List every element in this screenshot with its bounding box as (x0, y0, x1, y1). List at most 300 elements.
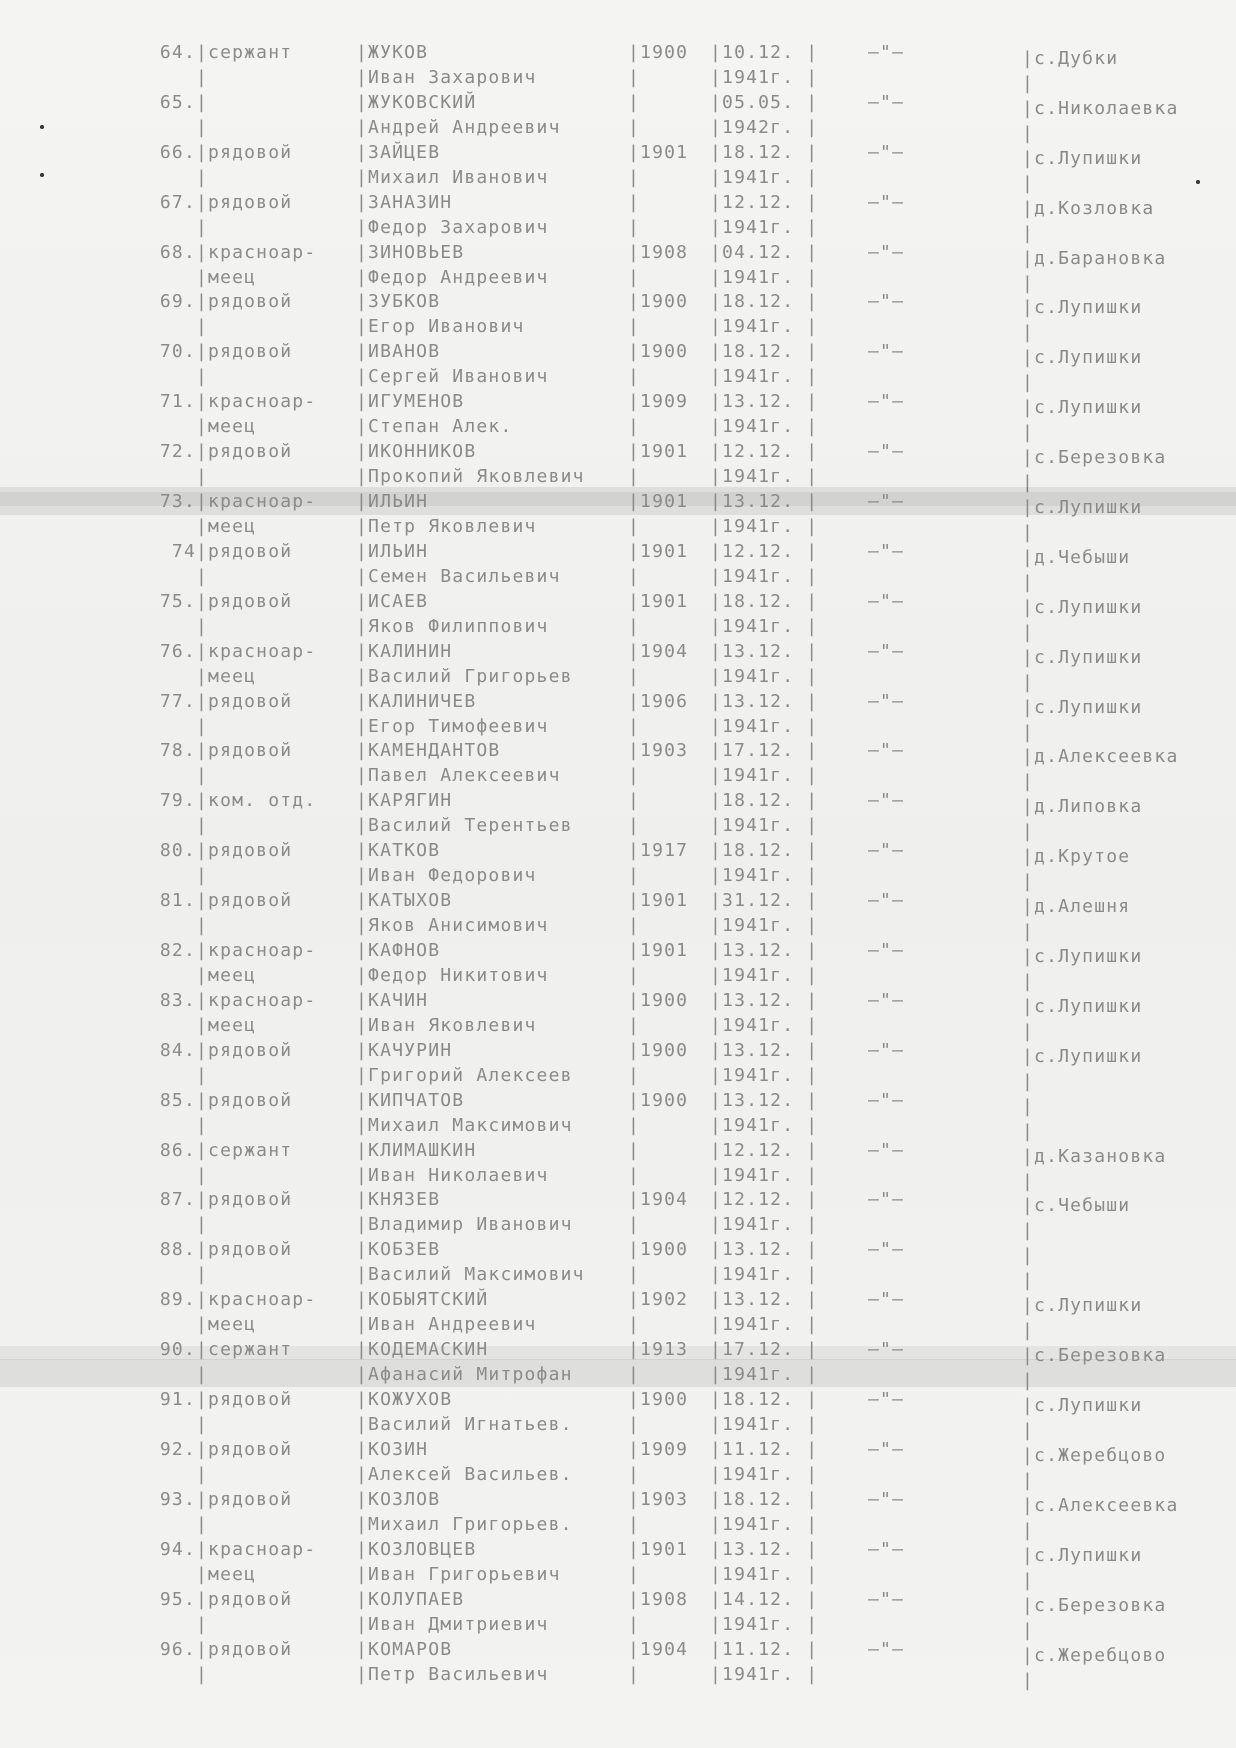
record-ditto-mark: –"– (868, 441, 905, 463)
record-number: 88. (159, 1239, 196, 1261)
record-birth-year: |1904 (628, 640, 689, 662)
record-death-date: |12.12. | (710, 1139, 819, 1161)
record-burial-place: |с.Лупишки (1022, 646, 1143, 668)
record-place-cont: | (1022, 1469, 1035, 1491)
record-year-cell: | (628, 865, 641, 887)
record-burial-place: |с.Березовка (1022, 447, 1167, 469)
record-given-names: |Федор Захарович (356, 216, 549, 238)
record-place-cont: | (1022, 122, 1035, 144)
record-birth-year: |1901 (628, 491, 689, 513)
record-death-date: |11.12. | (710, 1438, 819, 1460)
record-given-names: |Иван Андреевич (356, 1314, 537, 1336)
record-burial-place: |с.Лупишки (1022, 995, 1143, 1017)
record-ditto-mark: –"– (868, 1089, 905, 1111)
record-rank: |рядовой (196, 1638, 293, 1660)
record-number: 67. (159, 191, 196, 213)
record-ditto-mark: –"– (868, 940, 905, 962)
record-ditto-mark: –"– (868, 740, 905, 762)
record-rank: |рядовой (196, 191, 293, 213)
record-surname: |ЖУКОВСКИЙ (356, 91, 477, 113)
record-given-names: |Иван Григорьевич (356, 1563, 561, 1585)
record-death-date: |13.12. | (710, 1289, 819, 1311)
record-death-date: |12.12. | (710, 1189, 819, 1211)
record-rank: |рядовой (196, 291, 293, 313)
record-number: 94. (159, 1538, 196, 1560)
record-ditto-mark: –"– (868, 1588, 905, 1610)
record-given-names: |Федор Андреевич (356, 266, 549, 288)
record-death-year: |1941г. | (710, 1563, 819, 1585)
record-year-cell: | (628, 67, 641, 88)
record-given-names: |Михаил Иванович (356, 166, 549, 188)
record-number: 89. (159, 1289, 196, 1311)
record-death-year: |1941г. | (710, 1064, 819, 1086)
record-place-cont: | (1022, 821, 1035, 843)
record-surname: |КОЖУХОВ (356, 1389, 453, 1411)
record-rank-cont: | (196, 565, 209, 587)
list-record (0, 738, 1236, 793)
record-year-cell: | (628, 1014, 641, 1036)
record-number: 78. (159, 740, 196, 762)
record-year-cell: | (628, 1463, 641, 1485)
record-death-year: |1941г. | (710, 715, 819, 737)
record-surname: |ЗИНОВЬЕВ (356, 241, 465, 263)
record-death-year: |1941г. | (710, 1164, 819, 1186)
record-surname: |КОДЕМАСКИН (356, 1339, 489, 1361)
list-record (0, 938, 1236, 993)
record-burial-place: |с.Лупишки (1022, 946, 1143, 968)
record-given-names: |Степан Алек. (356, 416, 513, 438)
record-rank-cont: | (196, 915, 209, 937)
record-death-date: |12.12. | (710, 441, 819, 463)
record-burial-place: |с.Лупишки (1022, 1045, 1143, 1067)
record-death-year: |1941г. | (710, 915, 819, 937)
record-rank: |рядовой (196, 590, 293, 612)
record-year-cell: | (628, 965, 641, 987)
record-given-names: |Василий Игнатьев. (356, 1414, 573, 1436)
list-record (0, 1138, 1236, 1192)
record-number: 77. (159, 690, 196, 712)
record-number: 83. (159, 989, 196, 1011)
record-rank-cont: | (196, 166, 209, 188)
record-ditto-mark: –"– (868, 1339, 905, 1361)
record-number: 70. (159, 341, 196, 363)
record-place-cont: | (1022, 1020, 1035, 1042)
record-rank: |красноар- (196, 491, 317, 513)
record-rank-cont: | (196, 1214, 209, 1236)
record-place-cont: | (1022, 522, 1035, 544)
list-record (0, 1187, 1236, 1242)
record-surname: |КОБЫЯТСКИЙ (356, 1289, 489, 1311)
record-rank: |рядовой (196, 441, 293, 463)
record-rank: |рядовой (196, 1438, 293, 1460)
record-surname: |КАФНОВ (356, 940, 441, 962)
record-rank: |рядовой (196, 1239, 293, 1261)
record-burial-place: |д.Липовка (1022, 796, 1143, 818)
record-place-cont: | (1022, 1569, 1035, 1591)
record-given-names: |Иван Николаевич (356, 1164, 549, 1186)
record-death-date: |18.12. | (710, 141, 819, 163)
record-death-date: |10.12. | (710, 42, 819, 63)
record-burial-place: |с.Лупишки (1022, 297, 1143, 319)
record-rank-cont: |меец (196, 1014, 257, 1036)
record-birth-year: |1909 (628, 1438, 689, 1460)
record-ditto-mark: –"– (868, 42, 905, 63)
record-place-cont: | (1022, 1519, 1035, 1541)
record-death-date: |14.12. | (710, 1588, 819, 1610)
record-place-cont: | (1022, 771, 1035, 793)
record-burial-place: |с.Николаевка (1022, 97, 1179, 119)
record-rank-cont: | (196, 1114, 209, 1136)
record-death-year: |1942г. | (710, 116, 819, 138)
list-record (0, 1537, 1236, 1591)
record-birth-year: |1902 (628, 1289, 689, 1311)
record-place-cont: | (1022, 1170, 1035, 1192)
list-record (0, 1038, 1236, 1092)
record-surname: |ИКОННИКОВ (356, 441, 477, 463)
record-death-date: |31.12. | (710, 890, 819, 912)
record-birth-year: |1900 (628, 1039, 689, 1061)
record-place-cont: | (1022, 1070, 1035, 1092)
record-place-cont: | (1022, 322, 1035, 344)
record-rank: |рядовой (196, 1389, 293, 1411)
record-number: 85. (159, 1089, 196, 1111)
list-record (0, 1337, 1236, 1392)
record-death-year: |1941г. | (710, 516, 819, 538)
record-rank-cont: | (196, 1164, 209, 1186)
record-year-cell: | (628, 1364, 641, 1386)
record-surname: |КАЛИНИЧЕВ (356, 690, 477, 712)
record-death-date: |11.12. | (710, 1638, 819, 1660)
record-given-names: |Афанасий Митрофан (356, 1364, 573, 1386)
record-surname: |КОЗИН (356, 1438, 429, 1460)
record-rank-cont: | (196, 1264, 209, 1286)
record-birth-year: |1917 (628, 840, 689, 862)
record-rank: |рядовой (196, 1189, 293, 1211)
record-given-names: |Василий Максимович (356, 1264, 585, 1286)
list-record (0, 1437, 1236, 1491)
record-birth-year: |1903 (628, 1488, 689, 1510)
record-rank: |ком. отд. (196, 790, 317, 812)
record-place-cont: | (1022, 1370, 1035, 1392)
list-record (0, 439, 1236, 494)
record-rank: |красноар- (196, 391, 317, 413)
record-year-cell: | (628, 1314, 641, 1336)
record-birth-year: |1903 (628, 740, 689, 762)
record-place-cont: | (1022, 1669, 1035, 1691)
record-surname: |КАЧИН (356, 989, 429, 1011)
record-death-year: |1941г. | (710, 1663, 819, 1685)
record-place-cont: | (1022, 921, 1035, 943)
list-record (0, 1237, 1236, 1292)
record-burial-place: |с.Лупишки (1022, 696, 1143, 718)
record-place-cont: | (1022, 422, 1035, 444)
record-ditto-mark: –"– (868, 1438, 905, 1460)
record-rank-cont: | (196, 366, 209, 388)
record-death-year: |1941г. | (710, 1414, 819, 1436)
record-burial-place: |с.Чебыши (1022, 1195, 1131, 1217)
record-year-cell: | (628, 116, 641, 138)
record-death-date: |13.12. | (710, 1089, 819, 1111)
record-surname: |КОБЗЕВ (356, 1239, 441, 1261)
record-number: 65. (159, 91, 196, 113)
record-burial-place: |с.Березовка (1022, 1345, 1167, 1367)
record-rank: |рядовой (196, 1588, 293, 1610)
record-surname: |ЗАНАЗИН (356, 191, 453, 213)
record-burial-place: |с.Лупишки (1022, 147, 1143, 169)
record-burial-place: |с.Жеребцово (1022, 1444, 1167, 1466)
record-rank-cont: | (196, 466, 209, 488)
record-surname: |ИВАНОВ (356, 341, 441, 363)
record-ditto-mark: –"– (868, 491, 905, 513)
record-surname: |ИЛЬИН (356, 540, 429, 562)
record-death-year: |1941г. | (710, 665, 819, 687)
record-rank-cont: | (196, 1414, 209, 1436)
record-burial-place: |с.Лупишки (1022, 1295, 1143, 1317)
record-year-cell: | (628, 1414, 641, 1436)
record-death-year: |1941г. | (710, 1513, 819, 1535)
record-rank: |сержант (196, 42, 293, 63)
record-year-cell: | (628, 366, 641, 388)
record-year-cell: | (628, 1064, 641, 1086)
record-rank-cont: | (196, 1513, 209, 1535)
record-birth-year: |1906 (628, 690, 689, 712)
record-birth-year: | (628, 91, 641, 113)
record-surname: |КОЛУПАЕВ (356, 1588, 465, 1610)
record-given-names: |Михаил Григорьев. (356, 1513, 573, 1535)
list-record (0, 589, 1236, 643)
record-ditto-mark: –"– (868, 790, 905, 812)
list-record (0, 639, 1236, 693)
record-rank: |рядовой (196, 1488, 293, 1510)
record-number: 68. (159, 241, 196, 263)
record-rank: |рядовой (196, 341, 293, 363)
list-record (0, 838, 1236, 893)
record-rank-cont: | (196, 1064, 209, 1086)
record-place-cont: | (1022, 1220, 1035, 1242)
record-given-names: |Яков Филиппович (356, 615, 549, 637)
record-surname: |КИПЧАТОВ (356, 1089, 465, 1111)
record-rank-cont: | (196, 1663, 209, 1685)
record-year-cell: | (628, 1114, 641, 1136)
record-rank-cont: |меец (196, 416, 257, 438)
record-ditto-mark: –"– (868, 590, 905, 612)
record-rank-cont: |меец (196, 1563, 257, 1585)
record-ditto-mark: –"– (868, 1389, 905, 1411)
record-death-year: |1941г. | (710, 67, 819, 88)
record-rank-cont: | (196, 815, 209, 837)
record-number: 92. (159, 1438, 196, 1460)
record-number: 86. (159, 1139, 196, 1161)
record-rank: |рядовой (196, 141, 293, 163)
record-death-date: |18.12. | (710, 790, 819, 812)
record-surname: |КЛИМАШКИН (356, 1139, 477, 1161)
record-given-names: |Прокопий Яковлевич (356, 466, 585, 488)
record-ditto-mark: –"– (868, 141, 905, 163)
record-given-names: |Петр Васильевич (356, 1663, 549, 1685)
record-rank-cont: | (196, 1463, 209, 1485)
record-burial-place: |д.Казановка (1022, 1145, 1167, 1167)
record-rank-cont: | (196, 715, 209, 737)
list-record (0, 1387, 1236, 1442)
record-burial-place: |д.Алексеевка (1022, 746, 1179, 768)
record-birth-year: |1900 (628, 989, 689, 1011)
list-record (0, 489, 1236, 544)
record-given-names: |Иван Захарович (356, 67, 537, 88)
record-death-date: |05.05. | (710, 91, 819, 113)
record-ditto-mark: –"– (868, 291, 905, 313)
record-rank: |красноар- (196, 989, 317, 1011)
record-ditto-mark: –"– (868, 1289, 905, 1311)
record-number: 66. (159, 141, 196, 163)
record-rank: |красноар- (196, 1538, 317, 1560)
list-record (0, 90, 1236, 144)
record-rank-cont: |меец (196, 266, 257, 288)
record-death-date: |13.12. | (710, 640, 819, 662)
record-birth-year: | (628, 790, 641, 812)
record-year-cell: | (628, 1513, 641, 1535)
record-death-date: |13.12. | (710, 1039, 819, 1061)
record-death-year: |1941г. | (710, 1463, 819, 1485)
record-death-year: |1941г. | (710, 965, 819, 987)
record-death-date: |18.12. | (710, 1389, 819, 1411)
list-record (0, 988, 1236, 1042)
record-given-names: |Егор Тимофеевич (356, 715, 549, 737)
record-ditto-mark: –"– (868, 840, 905, 862)
record-rank: |сержант (196, 1339, 293, 1361)
record-birth-year: |1901 (628, 540, 689, 562)
record-burial-place: |с.Лупишки (1022, 1544, 1143, 1566)
record-surname: |КАЧУРИН (356, 1039, 453, 1061)
list-record (0, 289, 1236, 344)
record-burial-place: |с.Лупишки (1022, 347, 1143, 369)
record-rank-cont: |меец (196, 965, 257, 987)
record-ditto-mark: –"– (868, 241, 905, 263)
record-death-date: |12.12. | (710, 191, 819, 213)
record-birth-year: |1908 (628, 241, 689, 263)
record-birth-year: |1904 (628, 1189, 689, 1211)
record-place-cont: | (1022, 571, 1035, 593)
list-record (0, 140, 1236, 194)
record-death-year: |1941г. | (710, 466, 819, 488)
record-rank-cont: |меец (196, 665, 257, 687)
record-place-cont: | (1022, 971, 1035, 993)
record-death-year: |1941г. | (710, 216, 819, 238)
record-death-date: |17.12. | (710, 740, 819, 762)
record-death-date: |17.12. | (710, 1339, 819, 1361)
record-death-date: |18.12. | (710, 291, 819, 313)
casualty-list (0, 40, 1236, 1691)
record-surname: |КАЛИНИН (356, 640, 453, 662)
record-rank: |сержант (196, 1139, 293, 1161)
record-burial-place: |с.Дубки (1022, 48, 1119, 69)
record-birth-year: |1901 (628, 590, 689, 612)
record-death-year: |1941г. | (710, 865, 819, 887)
record-year-cell: | (628, 565, 641, 587)
record-ditto-mark: –"– (868, 690, 905, 712)
record-given-names: |Михаил Максимович (356, 1114, 573, 1136)
record-year-cell: | (628, 316, 641, 338)
record-given-names: |Иван Яковлевич (356, 1014, 537, 1036)
record-given-names: |Иван Федорович (356, 865, 537, 887)
record-given-names: |Иван Дмитриевич (356, 1613, 549, 1635)
record-ditto-mark: –"– (868, 1239, 905, 1261)
list-record (0, 788, 1236, 843)
record-ditto-mark: –"– (868, 1139, 905, 1161)
record-surname: |КОЗЛОВЦЕВ (356, 1538, 477, 1560)
record-rank: |красноар- (196, 1289, 317, 1311)
record-surname: |ИЛЬИН (356, 491, 429, 513)
list-record (0, 240, 1236, 294)
record-ditto-mark: –"– (868, 989, 905, 1011)
record-surname: |КОЗЛОВ (356, 1488, 441, 1510)
record-given-names: |Сергей Иванович (356, 366, 549, 388)
record-ditto-mark: –"– (868, 1638, 905, 1660)
record-burial-place: |с.Алексеевка (1022, 1494, 1179, 1516)
record-year-cell: | (628, 466, 641, 488)
record-rank-cont: | (196, 765, 209, 787)
record-number: 73. (159, 491, 196, 513)
record-death-year: |1941г. | (710, 166, 819, 188)
record-rank-cont: | (196, 116, 209, 138)
record-rank: |красноар- (196, 640, 317, 662)
record-year-cell: | (628, 1663, 641, 1685)
record-year-cell: | (628, 615, 641, 637)
list-record (0, 539, 1236, 593)
record-rank: |красноар- (196, 940, 317, 962)
list-record (0, 689, 1236, 743)
record-rank-cont: | (196, 1613, 209, 1635)
record-place-cont: | (1022, 1619, 1035, 1641)
record-birth-year: |1900 (628, 42, 689, 63)
record-year-cell: | (628, 266, 641, 288)
record-surname: |КАРЯГИН (356, 790, 453, 812)
record-place-cont: | (1022, 172, 1035, 194)
record-death-date: |13.12. | (710, 1538, 819, 1560)
record-given-names: |Егор Иванович (356, 316, 525, 338)
record-burial-place: |д.Козловка (1022, 197, 1155, 219)
record-place-cont: | (1022, 472, 1035, 494)
record-year-cell: | (628, 166, 641, 188)
record-death-year: |1941г. | (710, 316, 819, 338)
record-given-names: |Григорий Алексеев (356, 1064, 573, 1086)
record-burial-place: |д.Чебыши (1022, 546, 1131, 568)
record-rank-cont: | (196, 67, 209, 88)
record-place-cont: | (1022, 721, 1035, 743)
record-death-date: |13.12. | (710, 940, 819, 962)
record-birth-year: |1900 (628, 291, 689, 313)
record-ditto-mark: –"– (868, 890, 905, 912)
record-place-cont: | (1022, 621, 1035, 643)
list-record (0, 1637, 1236, 1691)
record-year-cell: | (628, 216, 641, 238)
record-year-cell: | (628, 1613, 641, 1635)
list-record (0, 1487, 1236, 1541)
record-ditto-mark: –"– (868, 1488, 905, 1510)
record-birth-year: | (628, 1139, 641, 1161)
record-birth-year: |1901 (628, 1538, 689, 1560)
record-number: 80. (159, 840, 196, 862)
record-death-year: |1941г. | (710, 416, 819, 438)
record-rank-cont: | (196, 865, 209, 887)
record-ditto-mark: –"– (868, 1039, 905, 1061)
record-given-names: |Андрей Андреевич (356, 116, 561, 138)
record-given-names: |Владимир Иванович (356, 1214, 573, 1236)
record-rank-cont: | (196, 1364, 209, 1386)
record-number: 64. (159, 42, 196, 63)
record-ditto-mark: –"– (868, 540, 905, 562)
record-death-year: |1941г. | (710, 1613, 819, 1635)
record-given-names: |Алексей Васильев. (356, 1463, 573, 1485)
